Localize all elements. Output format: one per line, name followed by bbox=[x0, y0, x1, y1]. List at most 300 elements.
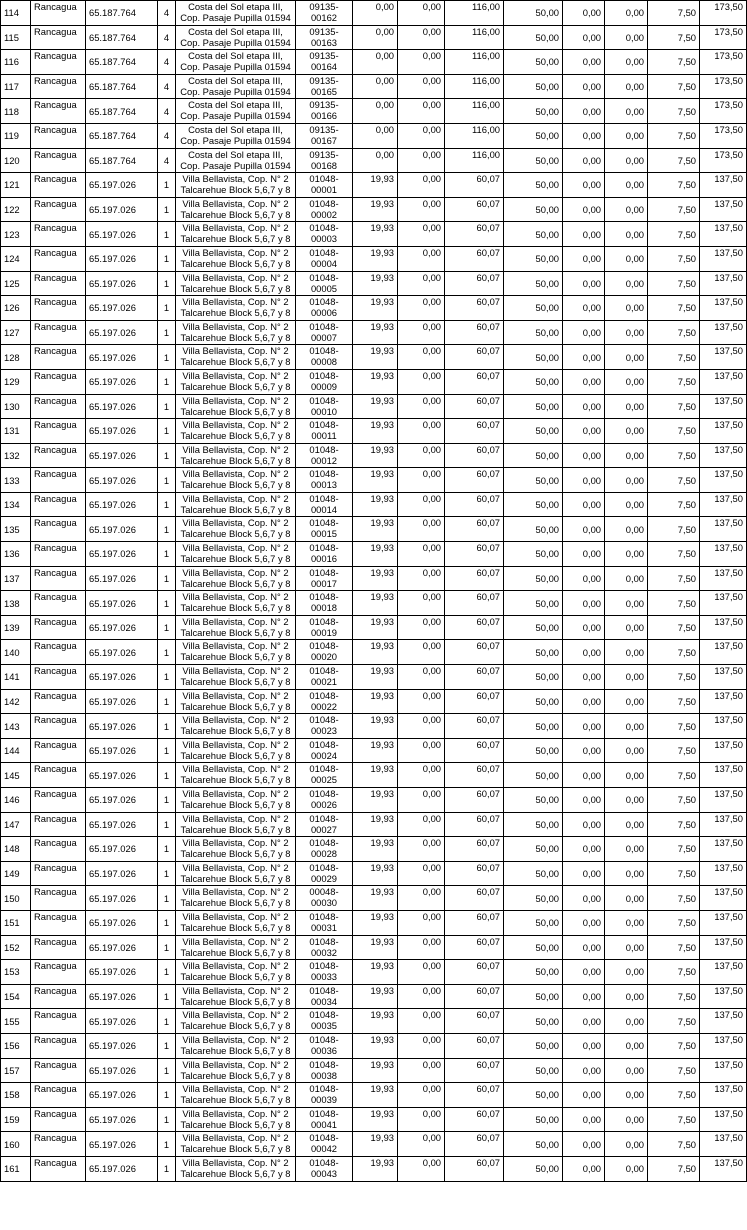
code-line: 01048- bbox=[309, 345, 339, 357]
value6-cell: 0,00 bbox=[605, 173, 648, 198]
value4-cell: 50,00 bbox=[504, 1156, 563, 1181]
value6-cell: 0,00 bbox=[605, 197, 648, 222]
table-row bbox=[1, 468, 747, 493]
value6-cell: 0,00 bbox=[605, 935, 648, 960]
quantity-cell: 1 bbox=[158, 566, 176, 591]
rut-cell: 65.187.764 bbox=[86, 1, 158, 26]
value4-cell: 50,00 bbox=[504, 861, 563, 886]
row-number-cell: 122 bbox=[1, 197, 31, 222]
value5-cell: 0,00 bbox=[563, 1, 605, 26]
table-row bbox=[1, 566, 747, 591]
table-row bbox=[1, 50, 747, 75]
value4-cell: 50,00 bbox=[504, 665, 563, 690]
rut-cell: 65.197.026 bbox=[86, 1156, 158, 1181]
row-number-cell: 160 bbox=[1, 1132, 31, 1157]
code-line: 00027 bbox=[310, 823, 338, 835]
code-cell bbox=[296, 99, 353, 124]
value7-cell: 7,50 bbox=[648, 173, 700, 198]
code-line: 01048- bbox=[309, 369, 339, 381]
project-line: Talcarehue Block 5,6,7 y 8 bbox=[180, 774, 291, 786]
quantity-cell: 1 bbox=[158, 320, 176, 345]
rut-cell: 65.197.026 bbox=[86, 394, 158, 419]
code-cell bbox=[296, 812, 353, 837]
row-number-cell: 132 bbox=[1, 443, 31, 468]
project-line: Talcarehue Block 5,6,7 y 8 bbox=[180, 823, 291, 835]
value7-cell: 7,50 bbox=[648, 492, 700, 517]
code-cell bbox=[296, 492, 353, 517]
value1-cell: 19,93 bbox=[353, 837, 398, 862]
quantity-cell: 1 bbox=[158, 542, 176, 567]
code-line: 00167 bbox=[310, 134, 338, 146]
rut-cell: 65.187.764 bbox=[86, 123, 158, 148]
city-cell: Rancagua bbox=[31, 517, 86, 542]
project-line: Cop. Pasaje Pupilla 01594 bbox=[180, 61, 291, 73]
value3-cell: 60,07 bbox=[445, 443, 504, 468]
project-line: Talcarehue Block 5,6,7 y 8 bbox=[180, 553, 291, 565]
project-cell bbox=[176, 1083, 296, 1108]
value1-cell: 19,93 bbox=[353, 1107, 398, 1132]
row-number-cell: 114 bbox=[1, 1, 31, 26]
value1-cell: 19,93 bbox=[353, 615, 398, 640]
value6-cell: 0,00 bbox=[605, 123, 648, 148]
quantity-cell: 1 bbox=[158, 1058, 176, 1083]
rut-cell: 65.197.026 bbox=[86, 591, 158, 616]
value3-cell: 116,00 bbox=[445, 99, 504, 124]
table-row bbox=[1, 271, 747, 296]
quantity-cell: 1 bbox=[158, 222, 176, 247]
value7-cell: 7,50 bbox=[648, 935, 700, 960]
project-cell bbox=[176, 1009, 296, 1034]
value2-cell: 0,00 bbox=[398, 1107, 445, 1132]
value4-cell: 50,00 bbox=[504, 50, 563, 75]
total-cell: 137,50 bbox=[700, 492, 747, 517]
project-line: Talcarehue Block 5,6,7 y 8 bbox=[180, 971, 291, 983]
rut-cell: 65.187.764 bbox=[86, 148, 158, 173]
value6-cell: 0,00 bbox=[605, 738, 648, 763]
row-number-cell: 147 bbox=[1, 812, 31, 837]
quantity-cell: 1 bbox=[158, 615, 176, 640]
value3-cell: 60,07 bbox=[445, 886, 504, 911]
value6-cell: 0,00 bbox=[605, 25, 648, 50]
project-line: Villa Bellavista, Cop. N° 2 bbox=[182, 320, 289, 332]
project-line: Talcarehue Block 5,6,7 y 8 bbox=[180, 1094, 291, 1106]
code-line: 00003 bbox=[310, 233, 338, 245]
city-cell: Rancagua bbox=[31, 1083, 86, 1108]
code-line: 01048- bbox=[309, 1009, 339, 1021]
rut-cell: 65.197.026 bbox=[86, 665, 158, 690]
city-cell: Rancagua bbox=[31, 369, 86, 394]
project-line: Villa Bellavista, Cop. N° 2 bbox=[182, 246, 289, 258]
value5-cell: 0,00 bbox=[563, 615, 605, 640]
code-line: 00021 bbox=[310, 676, 338, 688]
project-cell bbox=[176, 271, 296, 296]
value2-cell: 0,00 bbox=[398, 1083, 445, 1108]
table-row bbox=[1, 1107, 747, 1132]
project-line: Villa Bellavista, Cop. N° 2 bbox=[182, 296, 289, 308]
code-line: 00168 bbox=[310, 159, 338, 171]
value2-cell: 0,00 bbox=[398, 640, 445, 665]
value7-cell: 7,50 bbox=[648, 788, 700, 813]
quantity-cell: 1 bbox=[158, 640, 176, 665]
row-number-cell: 121 bbox=[1, 173, 31, 198]
code-line: 00013 bbox=[310, 479, 338, 491]
value2-cell: 0,00 bbox=[398, 222, 445, 247]
value1-cell: 19,93 bbox=[353, 345, 398, 370]
value5-cell: 0,00 bbox=[563, 1107, 605, 1132]
rut-cell: 65.197.026 bbox=[86, 886, 158, 911]
project-cell bbox=[176, 173, 296, 198]
value1-cell: 19,93 bbox=[353, 542, 398, 567]
value7-cell: 7,50 bbox=[648, 296, 700, 321]
rut-cell: 65.197.026 bbox=[86, 1033, 158, 1058]
table-row bbox=[1, 689, 747, 714]
rut-cell: 65.197.026 bbox=[86, 246, 158, 271]
code-line: 00048- bbox=[309, 886, 339, 898]
code-line: 01048- bbox=[309, 492, 339, 504]
code-line: 00008 bbox=[310, 356, 338, 368]
rut-cell: 65.197.026 bbox=[86, 763, 158, 788]
code-cell bbox=[296, 517, 353, 542]
total-cell: 173,50 bbox=[700, 25, 747, 50]
project-line: Villa Bellavista, Cop. N° 2 bbox=[182, 394, 289, 406]
value1-cell: 19,93 bbox=[353, 861, 398, 886]
value2-cell: 0,00 bbox=[398, 1058, 445, 1083]
value7-cell: 7,50 bbox=[648, 197, 700, 222]
value1-cell: 19,93 bbox=[353, 1058, 398, 1083]
city-cell: Rancagua bbox=[31, 640, 86, 665]
value3-cell: 60,07 bbox=[445, 419, 504, 444]
value6-cell: 0,00 bbox=[605, 763, 648, 788]
city-cell: Rancagua bbox=[31, 492, 86, 517]
city-cell: Rancagua bbox=[31, 566, 86, 591]
project-line: Villa Bellavista, Cop. N° 2 bbox=[182, 812, 289, 824]
value2-cell: 0,00 bbox=[398, 197, 445, 222]
value7-cell: 7,50 bbox=[648, 1156, 700, 1181]
quantity-cell: 4 bbox=[158, 148, 176, 173]
row-number-cell: 116 bbox=[1, 50, 31, 75]
value6-cell: 0,00 bbox=[605, 960, 648, 985]
code-line: 01048- bbox=[309, 812, 339, 824]
project-cell bbox=[176, 246, 296, 271]
value3-cell: 60,07 bbox=[445, 861, 504, 886]
row-number-cell: 151 bbox=[1, 910, 31, 935]
code-line: 00028 bbox=[310, 848, 338, 860]
code-line: 01048- bbox=[309, 665, 339, 677]
rut-cell: 65.197.026 bbox=[86, 714, 158, 739]
value2-cell: 0,00 bbox=[398, 271, 445, 296]
code-line: 00025 bbox=[310, 774, 338, 786]
value1-cell: 19,93 bbox=[353, 369, 398, 394]
project-line: Talcarehue Block 5,6,7 y 8 bbox=[180, 1020, 291, 1032]
rut-cell: 65.197.026 bbox=[86, 1107, 158, 1132]
project-line: Villa Bellavista, Cop. N° 2 bbox=[182, 197, 289, 209]
quantity-cell: 1 bbox=[158, 591, 176, 616]
row-number-cell: 155 bbox=[1, 1009, 31, 1034]
code-line: 00009 bbox=[310, 380, 338, 392]
project-line: Villa Bellavista, Cop. N° 2 bbox=[182, 886, 289, 898]
table-row bbox=[1, 788, 747, 813]
value1-cell: 19,93 bbox=[353, 812, 398, 837]
project-line: Talcarehue Block 5,6,7 y 8 bbox=[180, 282, 291, 294]
total-cell: 137,50 bbox=[700, 689, 747, 714]
quantity-cell: 1 bbox=[158, 271, 176, 296]
project-cell bbox=[176, 640, 296, 665]
value3-cell: 60,07 bbox=[445, 812, 504, 837]
value1-cell: 19,93 bbox=[353, 492, 398, 517]
value6-cell: 0,00 bbox=[605, 1033, 648, 1058]
table-row bbox=[1, 517, 747, 542]
quantity-cell: 4 bbox=[158, 74, 176, 99]
rut-cell: 65.197.026 bbox=[86, 689, 158, 714]
value7-cell: 7,50 bbox=[648, 25, 700, 50]
project-line: Cop. Pasaje Pupilla 01594 bbox=[180, 36, 291, 48]
table-body bbox=[1, 1, 747, 1182]
value5-cell: 0,00 bbox=[563, 50, 605, 75]
row-number-cell: 135 bbox=[1, 517, 31, 542]
row-number-cell: 140 bbox=[1, 640, 31, 665]
code-cell bbox=[296, 763, 353, 788]
city-cell: Rancagua bbox=[31, 1033, 86, 1058]
code-cell bbox=[296, 345, 353, 370]
city-cell: Rancagua bbox=[31, 689, 86, 714]
code-cell bbox=[296, 419, 353, 444]
project-line: Talcarehue Block 5,6,7 y 8 bbox=[180, 602, 291, 614]
value1-cell: 0,00 bbox=[353, 74, 398, 99]
city-cell: Rancagua bbox=[31, 910, 86, 935]
row-number-cell: 127 bbox=[1, 320, 31, 345]
project-line: Talcarehue Block 5,6,7 y 8 bbox=[180, 1069, 291, 1081]
value7-cell: 7,50 bbox=[648, 566, 700, 591]
project-line: Villa Bellavista, Cop. N° 2 bbox=[182, 1033, 289, 1045]
value7-cell: 7,50 bbox=[648, 1009, 700, 1034]
quantity-cell: 1 bbox=[158, 296, 176, 321]
project-cell bbox=[176, 1058, 296, 1083]
code-line: 00005 bbox=[310, 282, 338, 294]
value3-cell: 60,07 bbox=[445, 689, 504, 714]
project-cell bbox=[176, 566, 296, 591]
value5-cell: 0,00 bbox=[563, 517, 605, 542]
row-number-cell: 124 bbox=[1, 246, 31, 271]
city-cell: Rancagua bbox=[31, 222, 86, 247]
project-line: Villa Bellavista, Cop. N° 2 bbox=[182, 665, 289, 677]
value3-cell: 60,07 bbox=[445, 984, 504, 1009]
value6-cell: 0,00 bbox=[605, 492, 648, 517]
row-number-cell: 120 bbox=[1, 148, 31, 173]
code-cell bbox=[296, 566, 353, 591]
value3-cell: 60,07 bbox=[445, 296, 504, 321]
row-number-cell: 125 bbox=[1, 271, 31, 296]
value7-cell: 7,50 bbox=[648, 1, 700, 26]
value6-cell: 0,00 bbox=[605, 246, 648, 271]
project-line: Costa del Sol etapa III, bbox=[188, 50, 283, 62]
value2-cell: 0,00 bbox=[398, 591, 445, 616]
total-cell: 137,50 bbox=[700, 935, 747, 960]
project-line: Talcarehue Block 5,6,7 y 8 bbox=[180, 1044, 291, 1056]
value1-cell: 19,93 bbox=[353, 468, 398, 493]
value3-cell: 60,07 bbox=[445, 591, 504, 616]
total-cell: 137,50 bbox=[700, 1107, 747, 1132]
total-cell: 137,50 bbox=[700, 960, 747, 985]
value5-cell: 0,00 bbox=[563, 394, 605, 419]
city-cell: Rancagua bbox=[31, 1058, 86, 1083]
project-line: Costa del Sol etapa III, bbox=[188, 123, 283, 135]
value1-cell: 19,93 bbox=[353, 689, 398, 714]
total-cell: 137,50 bbox=[700, 665, 747, 690]
value7-cell: 7,50 bbox=[648, 542, 700, 567]
quantity-cell: 1 bbox=[158, 886, 176, 911]
table-row bbox=[1, 99, 747, 124]
project-line: Costa del Sol etapa III, bbox=[188, 25, 283, 37]
project-line: Villa Bellavista, Cop. N° 2 bbox=[182, 517, 289, 529]
rut-cell: 65.197.026 bbox=[86, 542, 158, 567]
code-cell bbox=[296, 984, 353, 1009]
value5-cell: 0,00 bbox=[563, 492, 605, 517]
quantity-cell: 1 bbox=[158, 788, 176, 813]
value1-cell: 19,93 bbox=[353, 960, 398, 985]
table-row bbox=[1, 492, 747, 517]
project-cell bbox=[176, 222, 296, 247]
project-line: Talcarehue Block 5,6,7 y 8 bbox=[180, 405, 291, 417]
project-cell bbox=[176, 1107, 296, 1132]
quantity-cell: 1 bbox=[158, 345, 176, 370]
total-cell: 137,50 bbox=[700, 1083, 747, 1108]
row-number-cell: 115 bbox=[1, 25, 31, 50]
value4-cell: 50,00 bbox=[504, 738, 563, 763]
value7-cell: 7,50 bbox=[648, 74, 700, 99]
value3-cell: 60,07 bbox=[445, 468, 504, 493]
code-line: 00033 bbox=[310, 971, 338, 983]
code-cell bbox=[296, 1083, 353, 1108]
value4-cell: 50,00 bbox=[504, 296, 563, 321]
rut-cell: 65.197.026 bbox=[86, 1058, 158, 1083]
value5-cell: 0,00 bbox=[563, 812, 605, 837]
code-cell bbox=[296, 173, 353, 198]
project-line: Talcarehue Block 5,6,7 y 8 bbox=[180, 651, 291, 663]
project-line: Villa Bellavista, Cop. N° 2 bbox=[182, 1009, 289, 1021]
value6-cell: 0,00 bbox=[605, 222, 648, 247]
value4-cell: 50,00 bbox=[504, 984, 563, 1009]
value6-cell: 0,00 bbox=[605, 1156, 648, 1181]
value4-cell: 50,00 bbox=[504, 25, 563, 50]
project-line: Villa Bellavista, Cop. N° 2 bbox=[182, 689, 289, 701]
value3-cell: 60,07 bbox=[445, 665, 504, 690]
city-cell: Rancagua bbox=[31, 1107, 86, 1132]
code-cell bbox=[296, 738, 353, 763]
city-cell: Rancagua bbox=[31, 25, 86, 50]
value2-cell: 0,00 bbox=[398, 1, 445, 26]
quantity-cell: 1 bbox=[158, 665, 176, 690]
value1-cell: 19,93 bbox=[353, 173, 398, 198]
row-number-cell: 144 bbox=[1, 738, 31, 763]
code-line: 01048- bbox=[309, 173, 339, 185]
value1-cell: 19,93 bbox=[353, 296, 398, 321]
code-cell bbox=[296, 1009, 353, 1034]
rut-cell: 65.197.026 bbox=[86, 296, 158, 321]
rut-cell: 65.197.026 bbox=[86, 173, 158, 198]
project-cell bbox=[176, 296, 296, 321]
quantity-cell: 1 bbox=[158, 468, 176, 493]
code-line: 01048- bbox=[309, 935, 339, 947]
city-cell: Rancagua bbox=[31, 1, 86, 26]
code-line: 00001 bbox=[310, 184, 338, 196]
code-cell bbox=[296, 197, 353, 222]
total-cell: 137,50 bbox=[700, 640, 747, 665]
total-cell: 137,50 bbox=[700, 591, 747, 616]
quantity-cell: 1 bbox=[158, 935, 176, 960]
code-cell bbox=[296, 443, 353, 468]
code-line: 01048- bbox=[309, 837, 339, 849]
value3-cell: 60,07 bbox=[445, 960, 504, 985]
value3-cell: 60,07 bbox=[445, 763, 504, 788]
code-line: 00004 bbox=[310, 257, 338, 269]
project-line: Villa Bellavista, Cop. N° 2 bbox=[182, 173, 289, 185]
total-cell: 137,50 bbox=[700, 173, 747, 198]
project-line: Villa Bellavista, Cop. N° 2 bbox=[182, 1083, 289, 1095]
rut-cell: 65.197.026 bbox=[86, 1083, 158, 1108]
value6-cell: 0,00 bbox=[605, 837, 648, 862]
table-row bbox=[1, 960, 747, 985]
project-line: Talcarehue Block 5,6,7 y 8 bbox=[180, 257, 291, 269]
value7-cell: 7,50 bbox=[648, 345, 700, 370]
project-line: Talcarehue Block 5,6,7 y 8 bbox=[180, 430, 291, 442]
rut-cell: 65.197.026 bbox=[86, 222, 158, 247]
code-cell bbox=[296, 861, 353, 886]
total-cell: 137,50 bbox=[700, 861, 747, 886]
table-row bbox=[1, 296, 747, 321]
code-line: 00018 bbox=[310, 602, 338, 614]
value1-cell: 0,00 bbox=[353, 123, 398, 148]
city-cell: Rancagua bbox=[31, 665, 86, 690]
quantity-cell: 1 bbox=[158, 197, 176, 222]
total-cell: 137,50 bbox=[700, 1033, 747, 1058]
project-line: Villa Bellavista, Cop. N° 2 bbox=[182, 591, 289, 603]
code-line: 01048- bbox=[309, 861, 339, 873]
code-line: 01048- bbox=[309, 296, 339, 308]
project-line: Talcarehue Block 5,6,7 y 8 bbox=[180, 626, 291, 638]
total-cell: 137,50 bbox=[700, 886, 747, 911]
city-cell: Rancagua bbox=[31, 591, 86, 616]
value1-cell: 19,93 bbox=[353, 246, 398, 271]
total-cell: 137,50 bbox=[700, 443, 747, 468]
table-row bbox=[1, 197, 747, 222]
value6-cell: 0,00 bbox=[605, 271, 648, 296]
value5-cell: 0,00 bbox=[563, 886, 605, 911]
project-line: Villa Bellavista, Cop. N° 2 bbox=[182, 468, 289, 480]
rut-cell: 65.197.026 bbox=[86, 345, 158, 370]
table-row bbox=[1, 837, 747, 862]
project-cell bbox=[176, 665, 296, 690]
value6-cell: 0,00 bbox=[605, 640, 648, 665]
total-cell: 137,50 bbox=[700, 222, 747, 247]
value5-cell: 0,00 bbox=[563, 99, 605, 124]
value4-cell: 50,00 bbox=[504, 173, 563, 198]
value2-cell: 0,00 bbox=[398, 812, 445, 837]
code-cell bbox=[296, 468, 353, 493]
code-cell bbox=[296, 222, 353, 247]
project-cell bbox=[176, 468, 296, 493]
row-number-cell: 157 bbox=[1, 1058, 31, 1083]
code-line: 00031 bbox=[310, 921, 338, 933]
value6-cell: 0,00 bbox=[605, 542, 648, 567]
value5-cell: 0,00 bbox=[563, 1132, 605, 1157]
city-cell: Rancagua bbox=[31, 837, 86, 862]
value2-cell: 0,00 bbox=[398, 25, 445, 50]
row-number-cell: 119 bbox=[1, 123, 31, 148]
total-cell: 137,50 bbox=[700, 320, 747, 345]
code-cell bbox=[296, 542, 353, 567]
value5-cell: 0,00 bbox=[563, 222, 605, 247]
row-number-cell: 159 bbox=[1, 1107, 31, 1132]
